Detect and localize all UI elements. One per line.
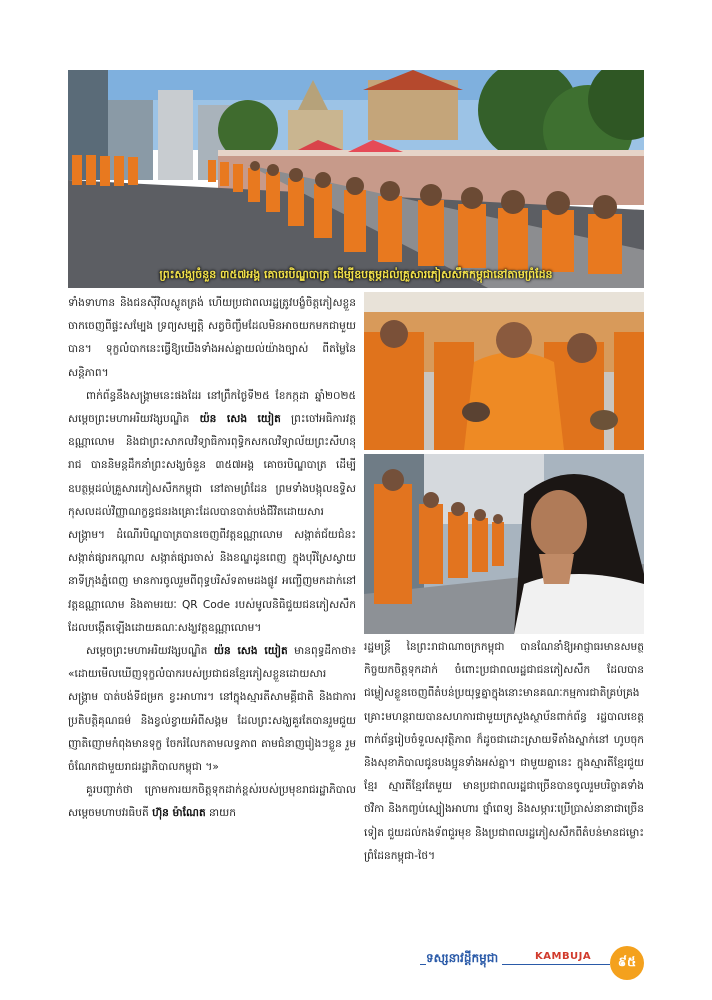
magazine-title: ទស្សនាវដ្តីកម្ពុជា (426, 950, 502, 968)
page-number: ៩៥ (610, 946, 644, 980)
paragraph-2 (68, 385, 356, 640)
paragraph-3-text-a: សម្តេចព្រះមហាអរិយវង្សបណ្ឌិត (86, 645, 214, 658)
highlight-name-patriarch-2: យ៉ន សេង យៀត (213, 645, 288, 658)
paragraph-4-text-b: នាយក (205, 807, 236, 820)
page-footer (420, 952, 644, 978)
article-column-right (364, 636, 644, 868)
highlight-name-patriarch: យ៉ន សេង យៀត (199, 413, 281, 426)
article-column-left (68, 292, 356, 826)
paragraph-1: ទាំងទាហាន និងជនស៊ីវិលស្លូតត្រង់ ហើយប្រជាពលរដ្ឋត្រូវបង្ខំចិត្តភៀសខ្លួនចាកចេញពីផ្ទះសម្បែង ទ្រព្យសម្បត្តិ សត្វចិញ្ចឹមដែលមិនអាចយកមកជាមួយបាន។ ទុក្ខលំបាកនេះធ្វើឱ្យយើងទាំងអស់គ្នាយល់យ៉ាងច្បាស់ ពីតម្លៃនៃសន្តិភាព។ (68, 297, 356, 379)
magazine-brand: KAMBUJA (532, 951, 594, 962)
paragraph-4 (68, 779, 356, 825)
photo-monks-alms (364, 292, 644, 450)
paragraph-5: រដ្ឋមន្ត្រី នៃព្រះរាជាណាចក្រកម្ពុជា បានណែនាំឱ្យអាជ្ញាធរមានសមត្ថកិច្ចយកចិត្តទុកដាក់ ចំពោះប្រជាពលរដ្ឋជាជនភៀសសឹក ដែលបានជម្លៀសខ្លួនចេញពីតំបន់ប្រយុទ្ធគ្នាក្នុងនោះមានគណៈកម្មការជាតិគ្រប់គ្រងគ្រោះមហន្តរាយបានសហការជាមួយក្រសួងស្ថាប័នពាក់ព័ន្ធ រដ្ឋបាលខេត្តពាក់ព័ន្ធរៀបចំទួលសុវត្ថិភាព ក៏ដូចជាដោះស្រាយទីតាំងស្នាក់នៅ ហូបចុក និងសុខាភិបាលជូនបងប្អូនទាំងអស់គ្នា។ ជាមួយគ្នានេះ ក្នុងស្មារតីខ្មែរជួយខ្មែរ ស្មារតីខ្មែរតែមួយ មានប្រជាពលរដ្ឋជាច្រើនបានចូលរួមបរិច្ចាគទាំងថវិកា និងកញ្ចប់ស្បៀងអាហារ ថ្នាំពេទ្យ និងសម្ភារៈប្រើប្រាស់នានាជាច្រើនទៀត ជួយដល់កងទ័ពជួរមុខ និងប្រជាពលរដ្ឋភៀសសឹកពីតំបន់មានជម្លោះព្រំដែនកម្ពុជា-ថៃ។ (364, 641, 644, 862)
photo-monks-procession (68, 70, 644, 288)
paragraph-4-text-a: គួរបញ្ជាក់ថា ក្រោមការយកចិត្តទុកដាក់ខ្ពស់របស់ប្រមុខរាជរដ្ឋាភិបាល សម្តេចមហាបវរធិបតី (68, 784, 356, 820)
photo-woman-praying (364, 454, 644, 634)
top-photo-caption: ព្រះសង្ឃចំនួន ៣៥៧អង្គ គោចរបិណ្ឌបាត្រ ដើម្បីឧបត្ថម្ភដល់គ្រួសារភៀសសឹកកម្ពុជានៅតាមព្រំដែន (159, 268, 553, 281)
paragraph-2-text-a: ពាក់ព័ន្ធនឹងសង្គ្រាមនេះផងដែរ នៅព្រឹកថ្ងៃទី២៥ ខែកក្កដា ឆ្នាំ២០២៥ សម្តេចព្រះមហាអរិយវង្សបណ្ឌិត (68, 389, 356, 426)
paragraph-3 (68, 640, 356, 779)
paragraph-3-text-b: មានពុទ្ធដីកាថា៖ «ដោយមើលឃើញទុក្ខលំបាករបស់ប្រជាជនខ្មែរភៀសខ្លួនដោយសារសង្គ្រាម បាត់បង់ទីជម្រក ខ្វះអាហារ។ នៅក្នុងស្មារតីសាមគ្គីជាតិ និងជាការប្រតិបត្តិគុណធម៌ និងខ្វល់ខ្វាយអំពីសង្គម ដែលព្រះសង្ឃគួរតែបានរួមជួយញាតិញោមកំពុងមានទុក្ខ ចែករំលែកតាមលទ្ធភាព តាមជំនាញរៀងៗខ្លួន រួមចំណែកជាមួយរាជរដ្ឋាភិបាលកម្ពុជា ។» (68, 645, 356, 774)
highlight-name-prime-minister: ហ៊ុន ម៉ាណែត (152, 807, 206, 820)
paragraph-2-text-b: ព្រះចៅអធិការវត្តឧណ្ណាលោម និងជាព្រះសាកលវិទ្យាធិការពុទ្ធិកសកលវិទ្យាល័យព្រះសីហនុរាជ បាននិមន្តដឹកនាំព្រះសង្ឃចំនួន ៣៥៧អង្គ គោចរបិណ្ឌបាត្រ ដើម្បីឧបត្ថម្ភដល់គ្រួសារភៀសសឹកកម្ពុជា នៅតាមព្រំដែន ព្រមទាំងបង្កុលឧទ្ទិសកុសលដល់វិញ្ញាណក្ខន្ធជនរងគ្រោះដែលបានបាត់បង់ជីវិតដោយសារសង្គ្រាម។ ដំណើរបិណ្ឌបាត្របានចេញពីវត្តឧណ្ណាលោម សង្កាត់ជ័យជំនះ សង្កាត់ផ្សារកណ្តាល សង្កាត់ផ្សារចាស់ និងខណ្ឌដូនពេញ ក្នុងបុរីស្រែស្វាយនាទីក្រុងភ្នំពេញ មានការចូលរួមពីពុទ្ធបរិស័ទតាមដងផ្លូវ អញ្ជើញមកដាក់នៅវត្តឧណ្ណាលោម និងតាមរយៈ QR Code របស់មូលនិធិជួយជនភៀសសឹក ដែលបង្កើតឡើងដោយគណៈសង្ឃវត្តឧណ្ណាលោម។ (68, 413, 356, 634)
